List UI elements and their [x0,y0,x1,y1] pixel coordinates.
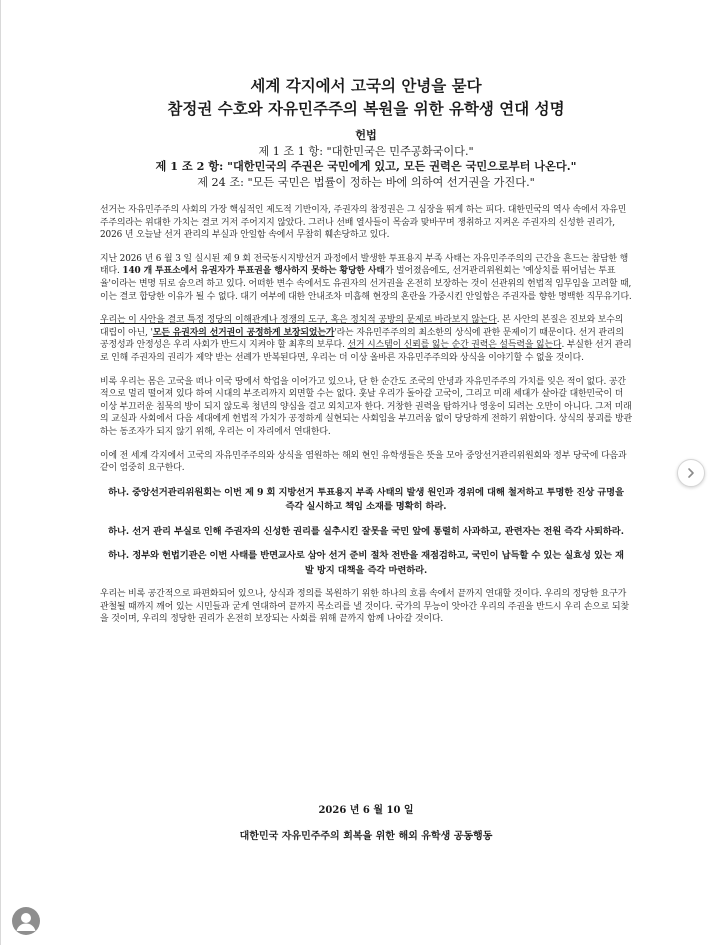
user-avatar-icon [12,907,40,935]
paragraph-closing: 우리는 비록 공간적으로 파편화되어 있으나, 상식과 정의를 복원하기 위한 하나의 흐름 속에서 끝까지 연대할 것이다. 우리의 정당한 요구가 관철될 때까지 깨어 있는 시민들과 굳게 연대하여 끝까지 목소리를 낼 것이다. 국가의 무능이 앗아간 우리의 주권을 반드시 우리 손으로 되찾을 것이며, 우리의 정당한 권리가 온전히 보장되는 사회를 위해 끝까지 함께 나아갈 것이다. [100,589,629,625]
statement-body [100,204,632,626]
paragraph-solidarity: 비록 우리는 몸은 고국을 떠나 이국 땅에서 학업을 이어가고 있으나, 단 한 순간도 조국의 안녕과 자유민주주의 가치를 잊은 적이 없다. 공간적으로 멀리 떨어져 있다 하여 시대의 부조리까지 외면할 수는 없다. 훗날 우리가 돌아갈 고국이, 그리고 미래 세대가 살아갈 대한민국이 더 이상 부끄러운 침묵의 방이 되지 않도록 청년의 양심을 걸고 외치고자 한다. 거창한 권력을 탐하거나 영웅이 되려는 오만이 아니다. 그저 미래의 교실과 사회에서 다음 세대에게 헌법적 가치가 공정하게 실현되는 사회임을 부끄러움 없이 당당하게 전하기 위함이다. 상식의 붕괴를 방관하는 동조자가 되지 않기 위해, 우리는 이 자리에서 연대한다. [100,376,632,437]
constitution-heading: 헌법 [355,128,377,142]
next-page-button[interactable] [677,459,705,487]
statement-date: 2026 년 6 월 10 일 [318,805,414,816]
demand-item: 하나. 선거 관리 부실로 인해 주권자의 신성한 권리를 실추시킨 잘못을 국민 앞에 통렬히 사과하고, 관련자는 전원 즉각 사퇴하라. [108,525,624,537]
paragraph-principle: 우리는 이 사안을 결코 특정 정당의 이해관계나 정쟁의 도구, 혹은 정치적 공방의 문제로 바라보지 않는다. 본 사안의 본질은 진보와 보수의 대립이 아닌, '모든 유권자의 선거권이 공정하게 보장되었는가'라는 자유민주주의의 최소한의 상식에 관한 문제이기 때문이다. 선거 관리의 공정성과 안정성은 우리 사회가 반드시 지켜야 할 최후의 보루다. 선거 시스템이 신뢰를 잃는 순간 권력은 설득력을 잃는다. 부실한 선거 관리로 인해 주권자의 권리가 제약 받는 선례가 반복된다면, 우리는 더 이상 올바른 자유민주주의와 상식을 이야기할 수 없을 것이다. [100,315,632,363]
demand-item: 하나. 중앙선거관리위원회는 이번 제 9 회 지방선거 투표용지 부족 사태의 발생 원인과 경위에 대해 철저하고 투명한 진상 규명을 즉각 실시하고 책임 소재를 명확히 하라. [108,486,624,513]
paragraph-demand-intro: 이에 전 세계 각지에서 고국의 자유민주주의와 상식을 염원하는 해외 현인 유학생들은 뜻을 모아 중앙선거관리위원회와 정부 당국에 다음과 같이 엄중히 요구한다. [100,450,627,474]
underlined-text: 선거 시스템이 신뢰를 잃는 순간 권력은 설득력을 잃는다 [347,340,562,351]
statement-document [100,74,632,842]
emphasis-text: 140 개 투표소에서 유권자가 투표권을 행사하지 못하는 황당한 사태 [122,266,385,277]
demand-item: 하나. 정부와 헌법기관은 이번 사태를 반면교사로 삼아 선거 준비 절차 전반을 재점검하고, 국민이 납득할 수 있는 실효성 있는 재발 방지 대책을 즉각 마련하라. [108,550,624,576]
emphasis-text: 모든 유권자의 선거권이 공정하게 보장되었는가 [152,327,335,338]
paragraph-intro: 선거는 자유민주주의 사회의 가장 핵심적인 제도적 기반이자, 주권자의 참정권은 그 심장을 뛰게 하는 피다. 대한민국의 역사 속에서 자유민주주의라는 위대한 가치는 결코 거저 주어지지 않았다. 그러나 선배 열사들이 목숨과 맞바꾸며 쟁취하고 지켜온 주권자의 신성한 권리가, 2026 년 오늘날 선거 관리의 부실과 안일함 속에서 무참히 훼손당하고 있다. [100,205,627,241]
constitution-item: 제 1 조 2 항: "대한민국의 주권은 국민에게 있고, 모든 권력은 국민으로부터 나온다." [155,159,577,173]
constitution-item: 제 1 조 1 항: "대한민국은 민주공화국이다." [258,144,474,158]
statement-signature: 대한민국 자유민주주의 회복을 위한 해외 유학생 공동행동 [239,831,493,842]
constitution-item: 제 24 조: "모든 국민은 법률이 정하는 바에 의하여 선거권을 가진다." [197,175,535,189]
user-avatar[interactable] [12,907,40,935]
paragraph-incident: 지난 2026 년 6 월 3 일 실시된 제 9 회 전국동시지방선거 과정에서 발생한 투표용지 부족 사태는 자유민주주의의 근간을 흔드는 참담한 행태다. 140 개 투표소에서 유권자가 투표권을 행사하지 못하는 황당한 사태가 벌어졌음에도, 선거관리위원회는 '예상치를 뛰어넘는 투표율'이라는 변명 뒤로 숨으려 하고 있다. 어떠한 변수 속에서도 유권자의 선거권을 온전히 보장하는 것이 선관위의 헌법적 임무임을 고려할 때, 이는 결코 합당한 이유가 될 수 없다. 대기 여부에 대한 안내조차 미흡해 현장의 혼란을 가중시킨 안일함은 주권자를 향한 명백한 직무유기다. [100,253,632,302]
title-line-2: 참정권 수호와 자유민주주의 복원을 위한 유학생 연대 성명 [167,99,565,118]
title-line-1: 세계 각지에서 고국의 안녕을 묻다 [250,76,482,95]
chevron-right-icon [685,467,697,479]
underlined-text: 우리는 이 사안을 결코 특정 정당의 이해관계나 정쟁의 도구, 혹은 정치적 공방의 문제로 바라보지 않는다 [100,315,497,326]
